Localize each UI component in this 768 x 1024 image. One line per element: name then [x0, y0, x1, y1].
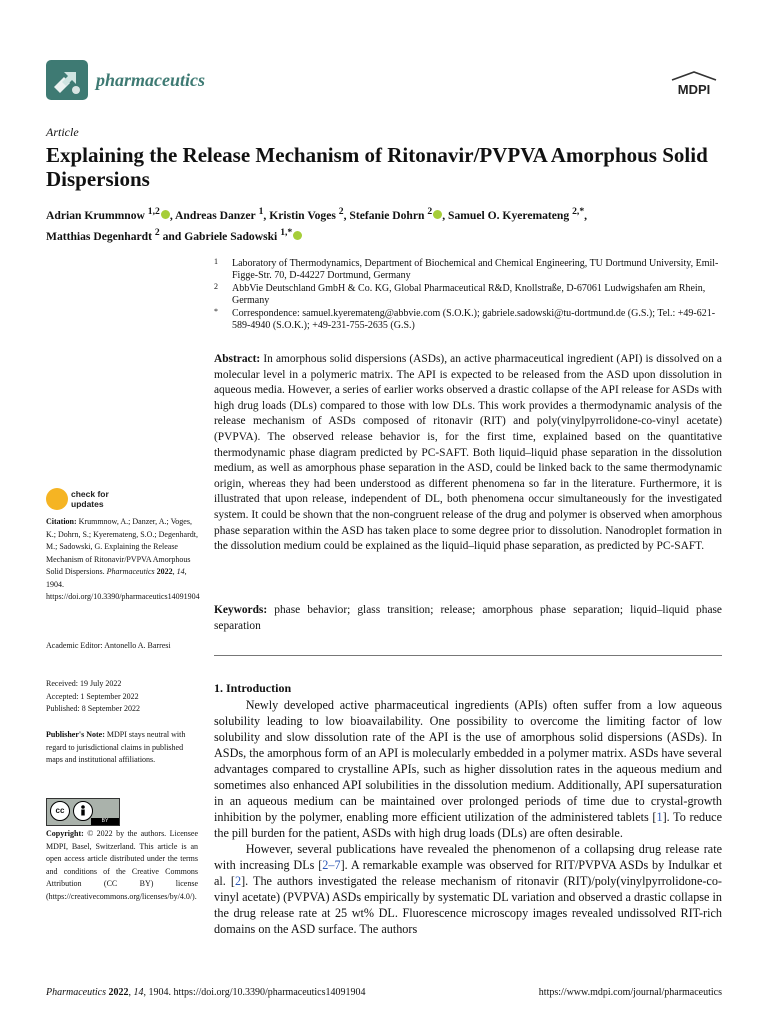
- academic-editor: Academic Editor: Antonello A. Barresi: [46, 641, 171, 650]
- correspondence-text: Correspondence: samuel.kyeremateng@abbvie.com (S.O.K.); gabriele.sadowski@tu-dortmund.de (G.S.); Tel.: +49-621-589-4940 (S.O.K.); +49-231-755-2635 (G.S.): [232, 307, 716, 332]
- author-sup: 1,2: [147, 206, 160, 217]
- page-title: Explaining the Release Mechanism of Ritonavir/PVPVA Amorphous Solid Dispersions: [46, 143, 708, 191]
- mdpi-logo-text: MDPI: [677, 82, 711, 97]
- check-for-updates-label: check for updates: [71, 489, 109, 509]
- author-sup: 1: [258, 206, 264, 217]
- divider: [214, 655, 722, 656]
- citation-label: Citation:: [46, 517, 77, 526]
- orcid-icon[interactable]: [161, 210, 170, 219]
- journal-logo-icon: [46, 60, 88, 100]
- author-name[interactable]: Andreas Danzer: [175, 208, 256, 222]
- author-name[interactable]: Kristin Voges: [269, 208, 336, 222]
- citation-text: Krummnow, A.; Danzer, A.; Voges, K.; Dohrn, S.; Kyeremateng, S.O.; Degenhardt, M.; Sadowski, G. Explaining the Release Mechanism of Ritonavir/PVPVA Amorphous Solid Dispersions.: [46, 517, 198, 576]
- published-date: Published: 8 September 2022: [46, 704, 140, 713]
- copyright-text: © 2022 by the authors. Licensee MDPI, Basel, Switzerland. This article is an open access article distributed under the terms and conditions of the Creative Commons Attribution (CC BY) license (https://creativecommons.org/licenses/by/4.0/).: [46, 829, 199, 901]
- article-type: Article: [46, 125, 79, 139]
- keywords-text: phase behavior; glass transition; release; amorphous phase separation; liquid–liquid phase separation: [214, 604, 722, 632]
- citation-year: 2022: [156, 567, 173, 576]
- author-sup: 2: [427, 206, 433, 217]
- journal-name[interactable]: pharmaceutics: [96, 70, 206, 90]
- check-for-updates-icon: [46, 488, 68, 510]
- citation-block: Citation: Krummnow, A.; Danzer, A.; Voges, K.; Dohrn, S.; Kyeremateng, S.O.; Degenhardt, M.; Sadowski, G. Explaining the Release Mechanism of Ritonavir/PVPVA Amorphous Solid Dispersions. Pharmaceutics 2022, 14, 1904. https://doi.org/10.3390/pharmaceutics14091904: [46, 517, 200, 601]
- orcid-icon[interactable]: [293, 231, 302, 240]
- affiliation: [214, 283, 724, 308]
- affiliation: [214, 258, 724, 283]
- abstract: [214, 352, 722, 555]
- intro-body: [214, 697, 722, 937]
- copyright-block: [46, 828, 198, 903]
- author-sup: 2: [154, 226, 160, 238]
- cc-icon: cc: [50, 801, 70, 821]
- intro-paragraph: However, several publications have revealed the phenomenon of a collapsing drug release rate with increasing DLs [2–7]. A remarkable example was observed for RIT/PVPVA ASDs by Indulkar et al. [2]. The authors investigated the release mechanism of ritonavir (RIT)/poly(vinylpyrrolidone-co-vinyl acetate) (PVPVA) ASDs empirically by systematic DL variation and observed a drastic collapse in the drug release rate at 25 wt% DL. Fluorescence microscopy images revealed undissolved RIT-rich domains on the ASD surface. The authors: [214, 842, 722, 936]
- section-heading-introduction: 1. Introduction: [214, 681, 292, 695]
- author-list: Adrian Krummnow $^{1,2}$ , Andreas Danzer $^1$, Kristin Voges $^2$, Stefanie Dohrn $^2$ , Samuel O. Kyeremateng $^{2,*}$, Matthias Degenhardt $^2$ and Gabriele Sadowski $^{1,*}$: [46, 206, 588, 243]
- mdpi-logo[interactable]: [668, 70, 720, 100]
- author-sup: 2: [338, 206, 344, 217]
- by-label: BY: [91, 818, 119, 825]
- abstract-text: In amorphous solid dispersions (ASDs), an active pharmaceutical ingredient (API) is dissolved on a molecular level in a polymeric matrix. The API is expected to be released from the ASD upon dissolution in aqueous media. However, a series of earlier works observed a drastic collapse of the API release for ASDs with high drug loads (DLs) compared to those with low DLs. This work provides a thermodynamic analysis of the release mechanism of ASDs composed of ritonavir (RIT) and poly(vinylpyrrolidone-co-vinyl acetate) (PVPVA). The observed release behavior is, for the first time, explained based on the quantitative thermodynamic phase diagram predicted by PC-SAFT. Both liquid–liquid phase separation in the dissolution medium, as well as amorphous phase separation in the ASD, could be linked back to the same thermodynamic origin, whereas they had been understood as different phenomena so far in the literature. Furthermore, it is illustrated that upon release, independent of DL, both phenomena occur simultaneously for the investigated system. It could be shown that the non-congruent release of the drug and polymer is observed when amorphous phase separation within the ASD has taken place to some degree prior to dissolution. Nanodroplet formation in the dissolution medium could be explained as the liquid–liquid phase separation, as predicted by PC-SAFT.: [214, 353, 722, 553]
- accepted-date: Accepted: 1 September 2022: [46, 691, 139, 701]
- affiliation-text: AbbVie Deutschland GmbH & Co. KG, Global Pharmaceutical R&D, Knollstraße, D-67061 Ludwigshafen am Rhein, Germany: [232, 282, 706, 307]
- page-footer: [46, 987, 722, 998]
- citation-link[interactable]: 2–7: [322, 858, 341, 872]
- keywords-label: Keywords:: [214, 604, 268, 616]
- citation-doi[interactable]: , 1904. https://doi.org/10.3390/pharmaceutics14091904: [46, 567, 200, 601]
- affiliation-mark: 1: [214, 257, 218, 266]
- citation-volume: 14: [176, 567, 185, 576]
- publisher-note-text: MDPI stays neutral with regard to jurisdictional claims in published maps and institutional affiliations.: [46, 730, 186, 764]
- publisher-note: [46, 729, 198, 767]
- footer-journal-url[interactable]: https://www.mdpi.com/journal/pharmaceutics: [538, 987, 722, 998]
- received-date: Received: 19 July 2022: [46, 679, 122, 688]
- dates-block: [46, 678, 198, 716]
- author-name[interactable]: Adrian Krummnow: [46, 208, 145, 222]
- author-name[interactable]: Samuel O. Kyeremateng: [448, 208, 570, 222]
- citation-link[interactable]: 2: [234, 874, 242, 888]
- author-name[interactable]: Matthias Degenhardt: [46, 229, 152, 243]
- intro-paragraph: Newly developed active pharmaceutical ingredients (APIs) often suffer from a low aqueous solubility leading to low bioavailability. One possibility to overcome the limiting factor of low solubility and slow dissolution rate of the API is the use of amorphous solid dispersions (ASDs). In ASDs, the amorphous form of an API is molecularly embedded in a polymer matrix. ASDs have several advantages compared to crystalline APIs, such as higher dissolution rates in the aqueous medium and sometimes also enhanced API solubilities in the dissolution medium. Additionally, API supersaturation in an aqueous medium can be maintained over prolonged periods of time due to crystal-growth inhibition by the polymer, enabling more efficient utilization of the administered tablets [1]. To reduce the pill burden for the patient, ASDs with high drug loads (DLs) are often desirable.: [214, 698, 722, 840]
- cc-by-license-badge[interactable]: [46, 798, 120, 826]
- affiliation-text: Laboratory of Thermodynamics, Department of Biochemical and Chemical Engineering, TU Dortmund University, Emil-Figge-Str. 70, D-44227 Dortmund, Germany: [232, 258, 719, 282]
- author-sup: 1,*: [280, 226, 293, 238]
- orcid-icon[interactable]: [433, 210, 442, 219]
- citation-journal: Pharmaceutics: [106, 567, 155, 576]
- affiliation-mark: 2: [214, 281, 218, 291]
- author-sup: 2,*: [572, 206, 585, 217]
- check-for-updates-button[interactable]: [46, 488, 156, 512]
- attribution-icon: [73, 801, 93, 821]
- author-name[interactable]: Stefanie Dohrn: [349, 208, 425, 222]
- citation-link[interactable]: 1: [656, 810, 663, 824]
- affiliations: [214, 258, 724, 332]
- keywords: [214, 603, 722, 634]
- copyright-label: Copyright:: [46, 829, 84, 838]
- abstract-label: Abstract:: [214, 353, 261, 365]
- author-name[interactable]: Gabriele Sadowski: [184, 229, 278, 243]
- footer-citation: Pharmaceutics 2022, 14, 1904. https://doi.org/10.3390/pharmaceutics14091904: [46, 987, 366, 998]
- correspondence: [214, 308, 724, 333]
- affiliation-mark: *: [214, 306, 218, 316]
- publisher-note-label: Publisher's Note:: [46, 730, 105, 739]
